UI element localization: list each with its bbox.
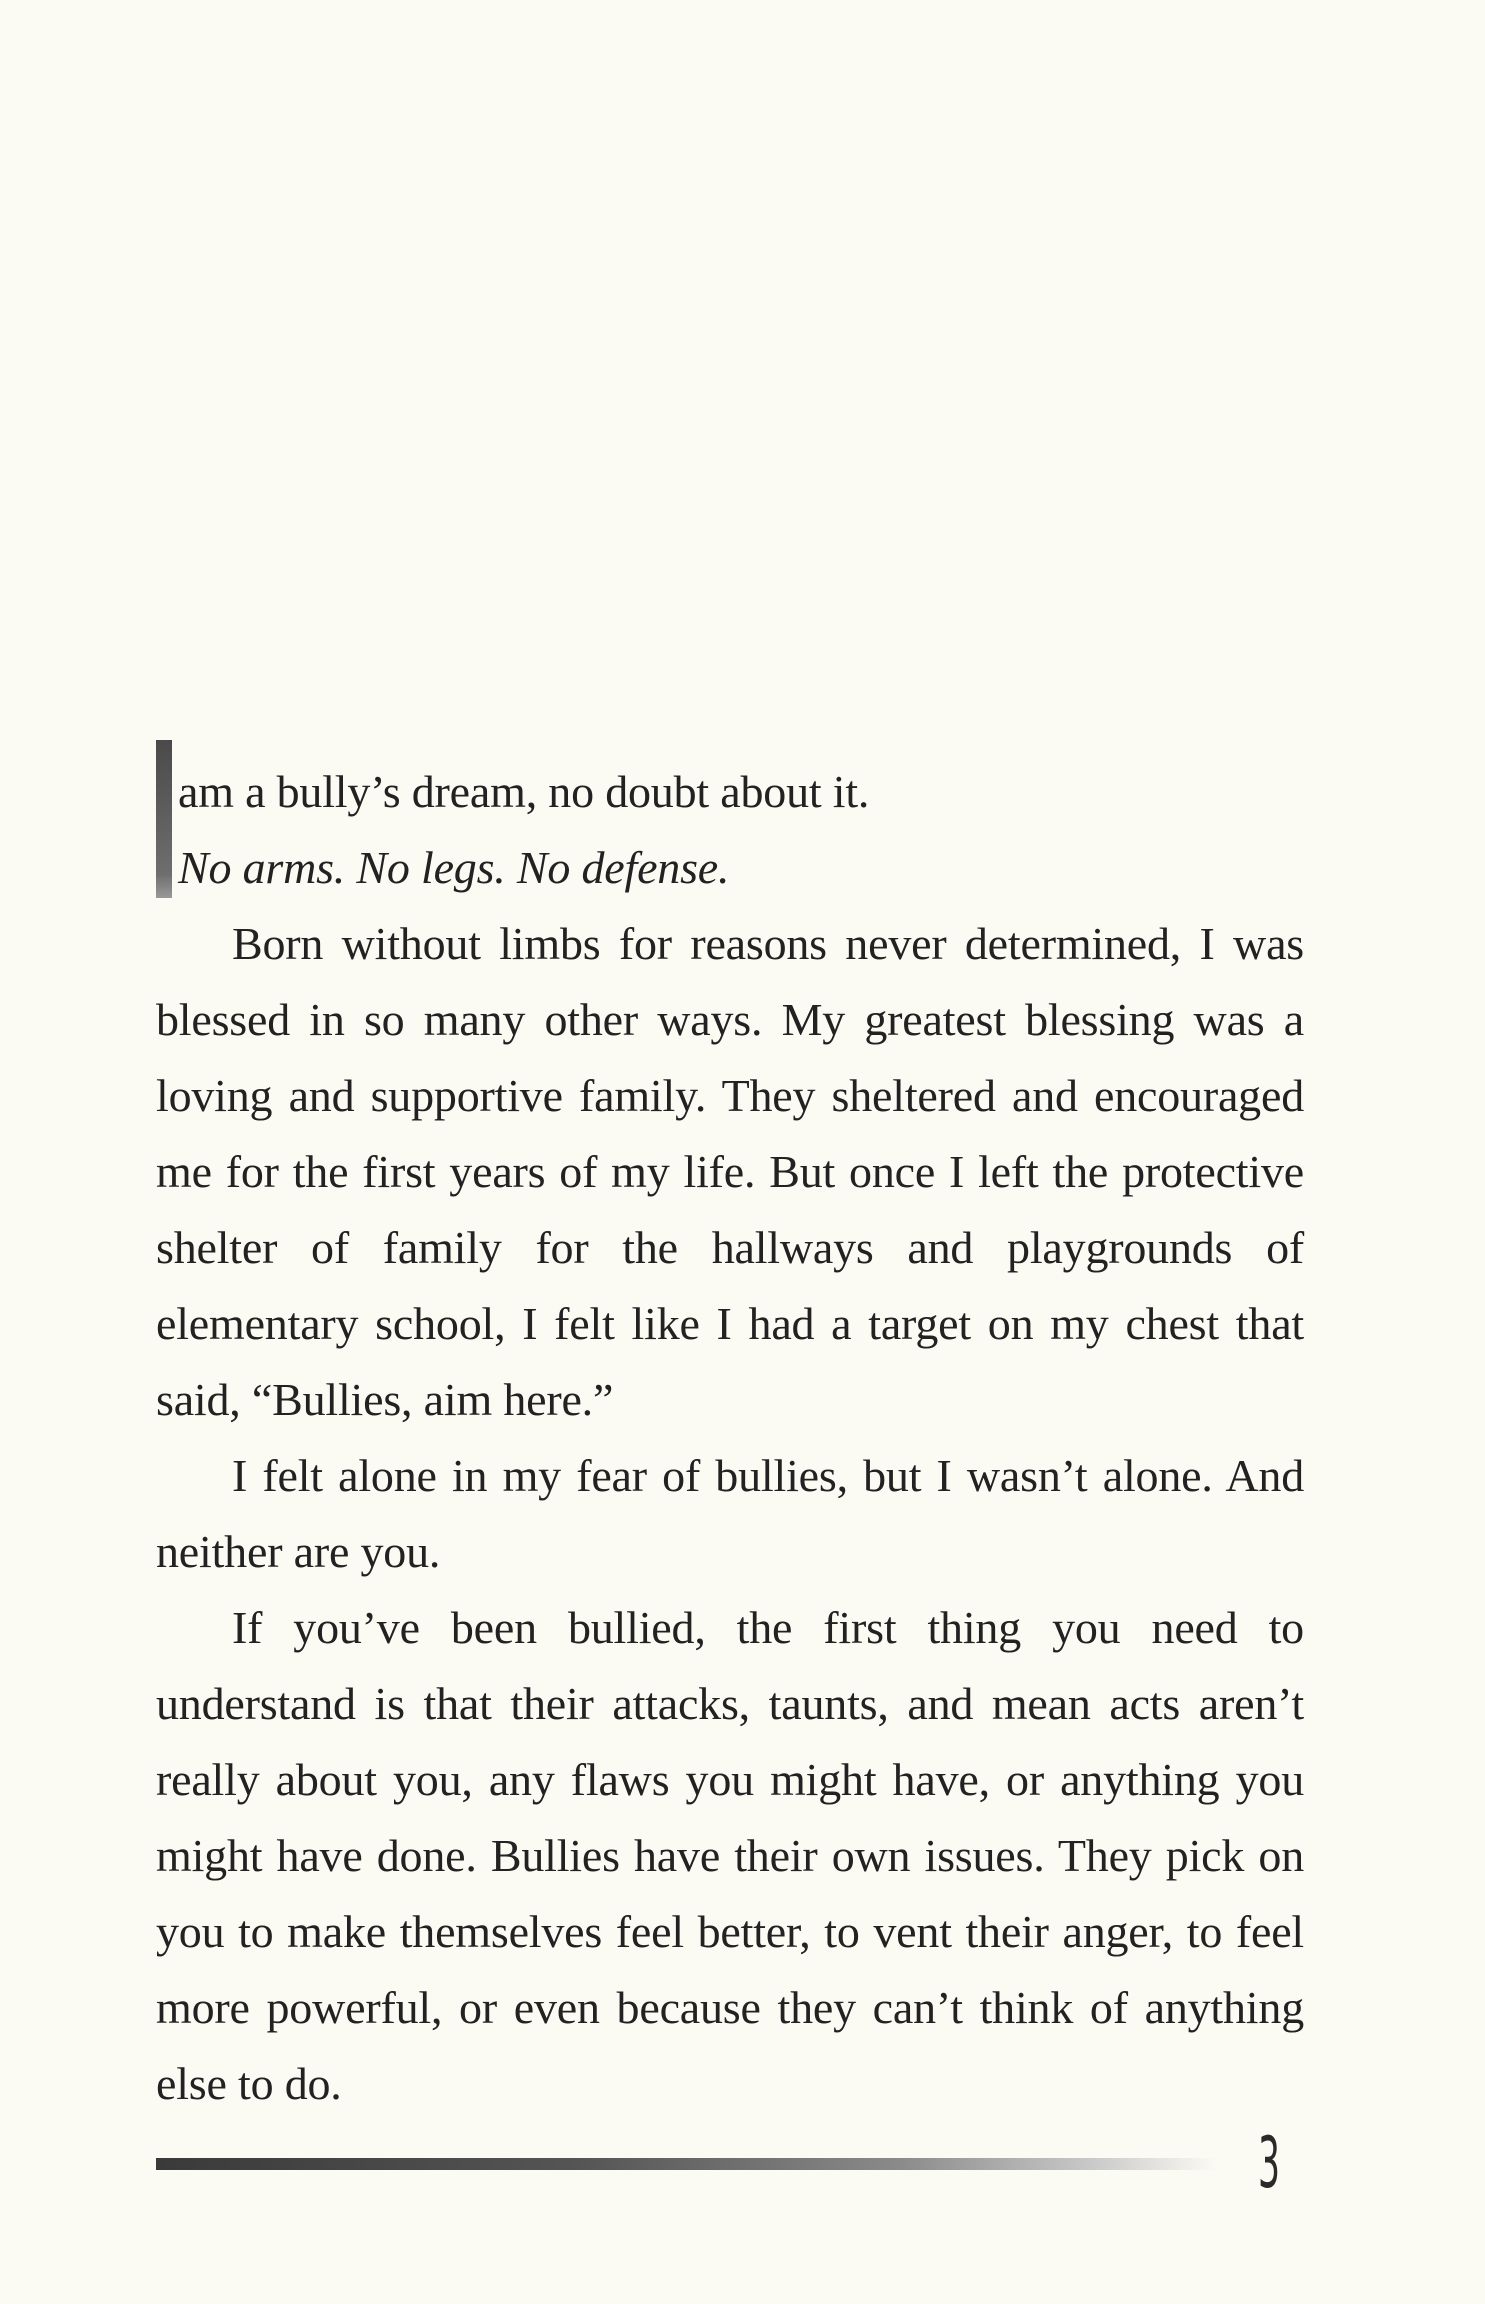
paragraph-1: Born without limbs for reasons never determined, I was blessed in so many other ways. My greatest blessing was a loving and supportive family. They sheltered and encouraged me for the first years of my life. But once I left the protective shelter of family for the hallways and playgrounds of elementary school, I felt like I had a target on my chest that said, “Bullies, aim here.”: [156, 918, 1304, 1425]
paragraph-3: If you’ve been bullied, the first thing you need to understand is that their attacks, taunts, and mean acts aren’t really about you, any flaws you might have, or anything you might have done. Bullies have their own issues. They pick on you to make themselves feel better, to vent their anger, to feel more powerful, or even because they can’t think of anything else to do.: [156, 1602, 1304, 2109]
paragraph-2: I felt alone in my fear of bullies, but I wasn’t alone. And neither are you.: [156, 1450, 1304, 1577]
footer-rule: [156, 2158, 1216, 2170]
body-text: [156, 754, 1304, 2122]
opening-line-2-italic: No arms. No legs. No defense.: [178, 842, 730, 893]
page-number: 3: [1258, 2122, 1281, 2204]
opening-line-1: am a bully’s dream, no doubt about it.: [178, 766, 870, 817]
opening-lines: [156, 754, 1304, 906]
